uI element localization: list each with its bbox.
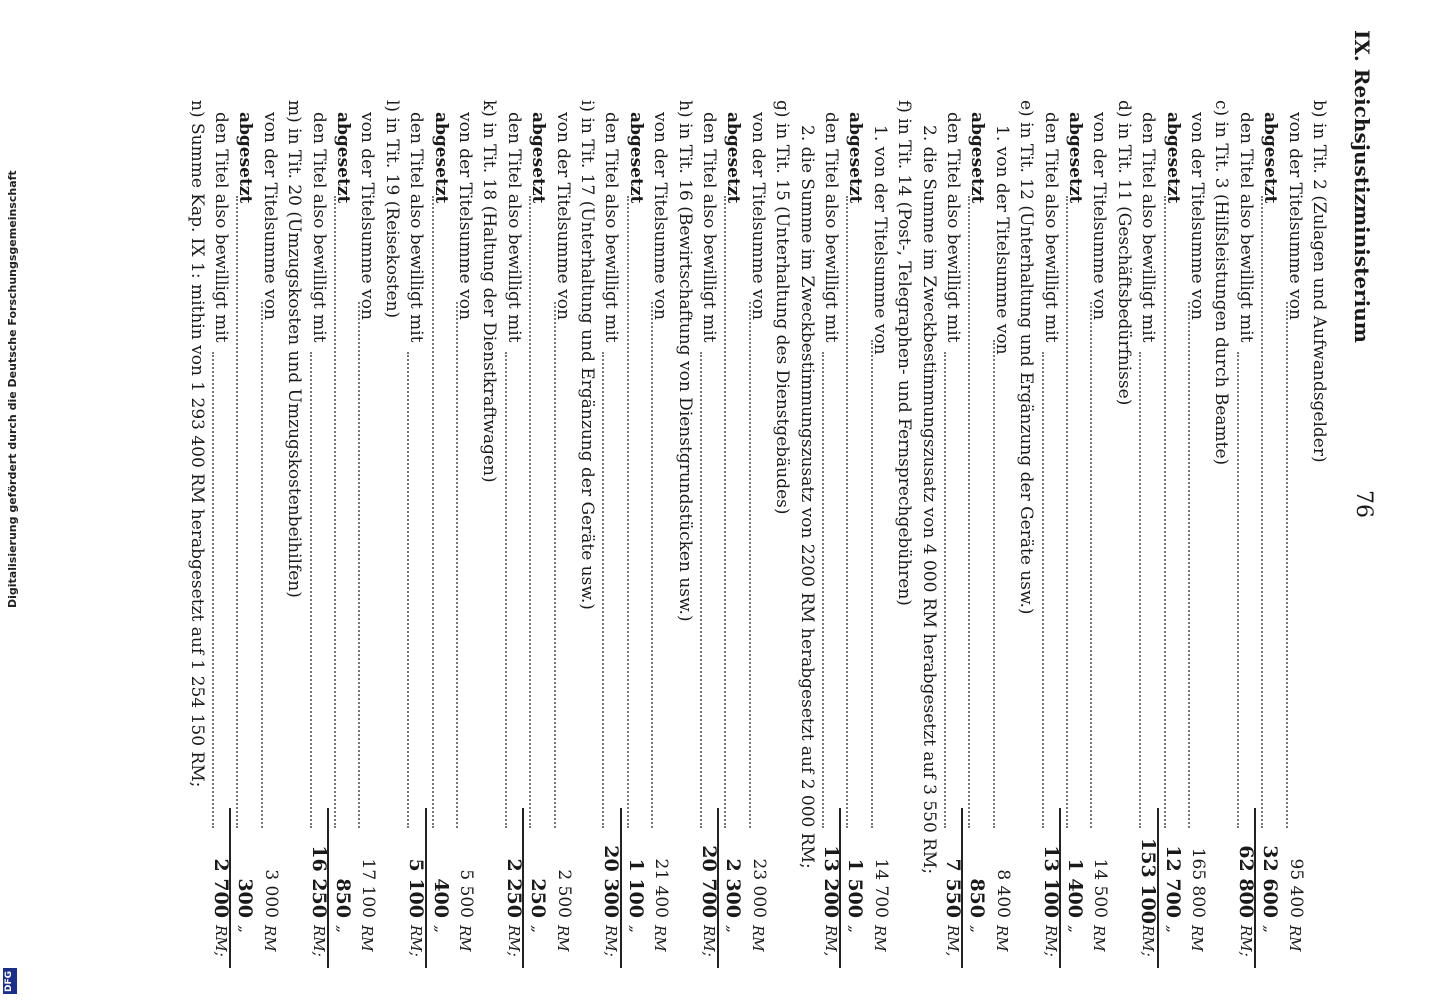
budget-entry-row [498,0,524,1000]
leader-dots [529,196,533,828]
budget-entry-row [303,0,329,1000]
entry-label: den Titel also bewilligt mit [1040,112,1061,343]
entry-amount: 2 300 [722,858,745,918]
entry-heading: 2. die Summe im Zweckbestimmungszusatz von 4 000 RM herabgesetzt auf 3 550 RM; [918,125,939,875]
dfg-logo-label: DFG [4,970,14,992]
entry-heading: g) in Tit. 15 (Unterhaltung des Dienstgebäudes) [772,100,793,515]
entry-unit: „ [236,925,255,933]
entry-amount: 21 400 [651,858,672,918]
budget-entry-row [620,0,646,1000]
entry-amount: 14 700 [870,858,891,918]
entry-label: 1. von der Titelsumme von [991,125,1012,355]
entry-label: abgesetzt [430,112,451,204]
entry-label: abgesetzt [333,112,353,204]
leader-dots [236,196,240,828]
entry-amount: 17 100 [358,858,379,918]
budget-entry-row [644,0,670,1000]
entry-heading: l) in Tit. 19 (Reisekosten) [381,100,402,319]
entry-unit: RM; [1139,925,1158,957]
leader-dots [456,302,460,828]
leader-dots [749,302,753,828]
budget-entry-row [669,0,695,1000]
entry-label: den Titel also bewilligt mit [1235,112,1256,343]
entry-amount: 250 [527,878,550,918]
entry-unit: RM, [944,925,962,957]
leader-dots [407,352,411,828]
entry-unit: RM [456,925,474,952]
entry-amount: 2 500 [553,869,574,918]
entry-unit: „ [1163,925,1182,933]
entry-amount: 13 200 [820,845,842,918]
leader-dots [700,352,704,828]
budget-entry-row [1279,0,1305,1000]
entry-label: abgesetzt [967,112,988,204]
entry-label: den Titel also bewilligt mit [943,112,963,343]
leader-dots [212,352,216,828]
budget-entry-row [791,0,817,1000]
entry-unit: RM; [1236,925,1255,957]
entry-unit: RM [260,925,279,952]
budget-entry-row [278,0,304,1000]
leader-dots [968,196,972,828]
leader-dots [993,340,997,828]
entry-label: den Titel also bewilligt mit [601,112,622,343]
budget-entry-row [1035,0,1061,1000]
entry-unit: „ [846,925,865,933]
budget-entry-row [1181,0,1207,1000]
entry-heading: m) in Tit. 20 (Umzugskosten und Umzugskostenbeihilfen) [284,100,305,598]
leader-dots [846,196,850,828]
entry-unit: RM [748,925,767,952]
budget-entry-row [327,0,353,1000]
entry-amount: 850 [332,878,354,918]
entry-amount: 32 600 [1259,845,1282,918]
entry-amount: 1 500 [844,858,867,918]
entry-unit: „ [1261,925,1280,933]
entry-unit: RM [870,925,889,952]
entry-unit: RM, [822,925,840,957]
entry-unit: „ [1066,925,1084,933]
entry-label: abgesetzt [625,112,646,204]
entry-heading: i) in Tit. 17 (Unterhaltung und Ergänzung der Geräte usw.) [577,100,597,610]
entry-heading: d) in Tit. 11 (Geschäftsbedürfnisse) [1113,100,1134,406]
leader-dots [1066,196,1070,828]
budget-entry-row [473,0,499,1000]
leader-dots [651,302,655,828]
leader-dots [627,196,631,828]
entry-label: von der Titelsumme von [259,112,280,320]
entry-amount: 13 100 [1039,845,1062,918]
leader-dots [505,352,509,828]
entry-heading: h) in Tit. 16 (Bewirtschaftung von Dienstgrundstücken usw.) [674,100,695,622]
entry-label: abgesetzt [723,112,744,204]
entry-label: den Titel also bewilligt mit [821,112,841,343]
budget-entry-row [181,0,207,1000]
entry-label: von der Titelsumme von [552,112,573,320]
leader-dots [602,352,606,828]
entry-label: von der Titelsumme von [357,112,378,320]
budget-entry-row [571,0,597,1000]
entry-unit: RM [992,925,1011,952]
entry-label: von der Titelsumme von [1284,112,1305,320]
budget-entry-row [1254,0,1280,1000]
entry-label: den Titel also bewilligt mit [699,112,719,343]
budget-entry-row [1230,0,1256,1000]
leader-dots [822,352,826,828]
leader-dots [1090,302,1094,828]
budget-entry-row [400,0,426,1000]
entry-label: abgesetzt [1065,112,1085,204]
budget-entry-row [205,0,231,1000]
entry-unit: RM [1090,925,1109,952]
leader-dots [1286,302,1290,828]
leader-dots [1164,196,1168,828]
budget-entry-row [766,0,792,1000]
entry-label: den Titel also bewilligt mit [1138,112,1159,343]
leader-dots [871,340,875,828]
budget-entry-row [693,0,719,1000]
budget-entry-row [839,0,865,1000]
entry-unit: RM [553,925,572,952]
entry-amount: 1 400 [1064,858,1086,918]
entry-amount: 5 100 [405,858,428,918]
budget-entry-row [742,0,768,1000]
entry-amount: 400 [429,878,452,918]
ministry-header: IX. Reichsjustizministerium [1350,30,1374,343]
entry-heading: b) in Tit. 2 (Zulagen und Aufwandsgelder) [1309,100,1329,463]
entry-label: abgesetzt [1162,112,1183,204]
entry-unit: RM; [504,925,523,957]
entry-amount: 2 700 [210,858,232,918]
leader-dots [554,302,558,828]
page-number: 76 [1351,490,1376,518]
leader-dots [1237,352,1241,828]
budget-entry-row [1205,0,1231,1000]
entry-unit: „ [529,925,548,933]
entry-unit: „ [626,925,645,933]
budget-entry-row [449,0,475,1000]
entry-amount: 8 400 [992,869,1013,918]
funding-note: Digitalisierung gefördert durch die Deutsche Forschungsgemeinschaft [6,170,19,608]
leader-dots [1139,352,1143,828]
entry-unit: „ [334,925,352,933]
budget-entry-row [351,0,377,1000]
budget-entry-row [1059,0,1085,1000]
budget-entry-row [888,0,914,1000]
budget-entry-row [522,0,548,1000]
entry-label: den Titel also bewilligt mit [503,112,524,343]
leader-dots [1042,352,1046,828]
entry-unit: RM; [700,925,718,957]
entry-label: den Titel also bewilligt mit [308,112,329,343]
entry-label: von der Titelsumme von [747,112,768,320]
entry-unit: RM; [1041,925,1060,957]
entry-amount: 20 300 [600,845,623,918]
entry-amount: 3 000 [260,869,281,918]
entry-amount: 62 800 [1234,845,1257,918]
entry-amount: 153 100 [1137,838,1160,924]
leader-dots [1188,302,1192,828]
leader-dots [310,352,314,828]
entry-amount: 5 500 [456,869,476,918]
entry-amount: 20 700 [698,845,720,918]
entry-amount: 300 [234,878,257,918]
budget-entry-row [1157,0,1183,1000]
budget-entry-row [425,0,451,1000]
entry-heading: c) in Tit. 3 (Hilfsleistungen durch Beamte) [1211,100,1232,466]
entry-amount: 23 000 [748,858,769,918]
entry-unit: RM; [602,925,621,957]
leader-dots [724,196,728,828]
entry-label: von der Titelsumme von [650,112,671,320]
entry-unit: RM; [407,925,426,957]
entry-label: den Titel also bewilligt mit [406,112,427,343]
entry-label: abgesetzt [1260,112,1281,204]
leader-dots [334,196,338,828]
budget-entry-row [717,0,743,1000]
budget-entry-row [376,0,402,1000]
entry-unit: „ [431,925,450,933]
entry-label: von der Titelsumme von [455,112,475,320]
budget-entry-row [961,0,987,1000]
budget-entry-row [986,0,1012,1000]
entry-label: abgesetzt [235,112,256,204]
entry-label: abgesetzt [845,112,866,204]
entry-heading: f) in Tit. 14 (Post-, Telegraphen- und Fernsprechgebühren) [894,100,915,606]
entry-label: abgesetzt [528,112,549,204]
budget-entry-row [229,0,255,1000]
budget-entry-row [1108,0,1134,1000]
entry-unit: RM; [212,925,230,957]
entry-amount: 16 250 [307,845,330,918]
entry-unit: RM [651,925,670,952]
entry-amount: 95 400 [1285,858,1306,918]
budget-entry-row [547,0,573,1000]
entry-label: 1. von der Titelsumme von [869,125,890,355]
entry-heading: n) Summe Kap. IX 1: mithin von 1 293 400 RM herabgesetzt auf 1 254 150 RM; [186,100,207,788]
budget-entry-row [864,0,890,1000]
budget-entry-row [1303,0,1329,1000]
entry-heading: k) in Tit. 18 (Haltung der Dienstkraftwagen) [479,100,500,483]
entry-amount: 850 [966,878,989,918]
entry-label: den Titel also bewilligt mit [211,112,231,343]
budget-entry-row [815,0,841,1000]
entry-label: von der Titelsumme von [1187,112,1207,320]
budget-entry-row [937,0,963,1000]
entry-heading: 2. die Summe im Zweckbestimmungszusatz von 2200 RM herabgesetzt auf 2 000 RM; [796,125,817,869]
entry-amount: 12 700 [1161,845,1184,918]
entry-unit: „ [724,925,743,933]
leader-dots [944,352,948,828]
entry-amount: 1 100 [624,858,647,918]
budget-entry-row [1132,0,1158,1000]
entry-unit: RM [1188,925,1206,952]
entry-amount: 14 500 [1090,858,1111,918]
budget-entry-row [1083,0,1109,1000]
budget-entry-row [254,0,280,1000]
entry-unit: RM [1285,925,1304,952]
entry-unit: RM [358,925,377,952]
budget-entry-row [913,0,939,1000]
leader-dots [432,196,436,828]
leader-dots [261,302,265,828]
entry-unit: RM; [309,925,328,957]
entry-amount: 7 550 [942,858,964,918]
entry-label: von der Titelsumme von [1089,112,1110,320]
leader-dots [1261,196,1265,828]
leader-dots [358,302,362,828]
entry-amount: 165 800 [1188,847,1208,918]
budget-entry-row [1010,0,1036,1000]
entry-amount: 2 250 [502,858,525,918]
entry-heading: e) in Tit. 12 (Unterhaltung und Ergänzung der Geräte usw.) [1016,100,1037,615]
entry-unit: „ [968,925,987,933]
budget-entry-row [595,0,621,1000]
